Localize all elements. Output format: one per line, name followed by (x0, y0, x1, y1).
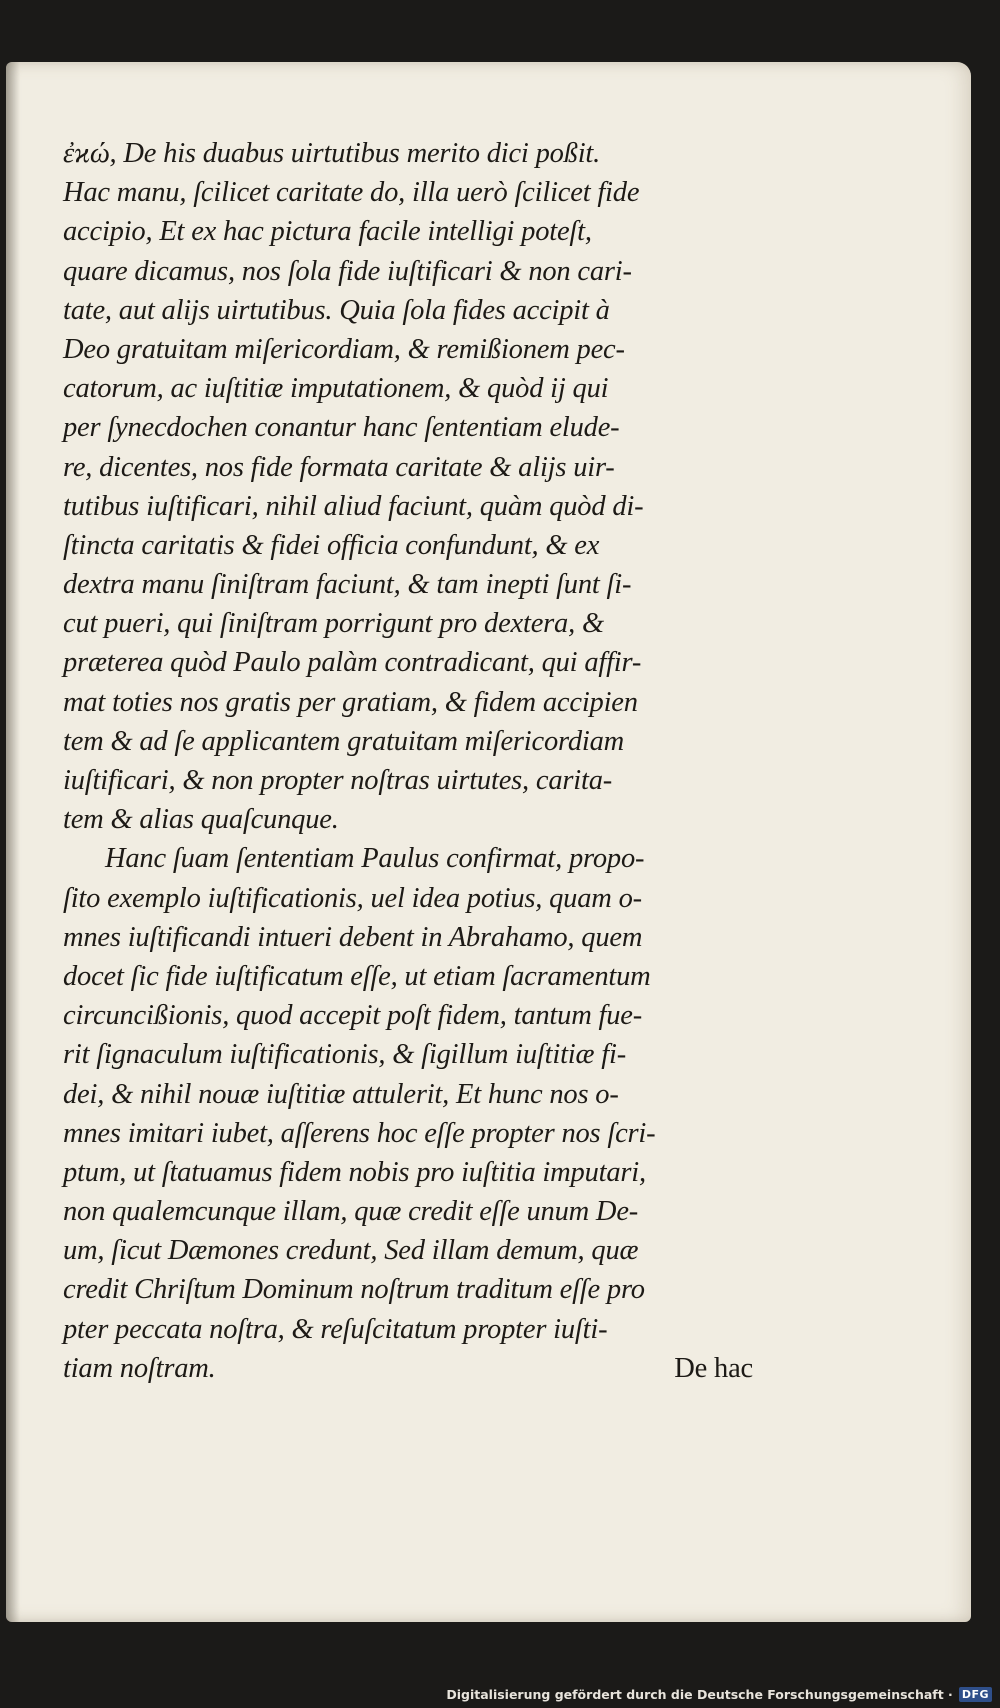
text-line: iuſtificari, & non propter noſtras uirtutes, carita- (63, 765, 613, 796)
text-line: cut pueri, qui ſiniſtram porrigunt pro dextera, & (63, 608, 604, 640)
text-line: mnes imitari iubet, aſſerens hoc eſſe propter nos ſcri- (63, 1117, 656, 1149)
text-line: ἐϰώ, De his duabus uirtutibus merito dici poßit. (63, 138, 601, 169)
text-line: Hac manu, ſcilicet caritate do, illa uerò ſcilicet fide (63, 177, 640, 209)
text-line: accipio, Et ex hac pictura facile intelligi poteſt, (63, 216, 592, 248)
text-line: ſtincta caritatis & fidei officia confundunt, & ex (63, 529, 600, 561)
text-line: docet ſic fide iuſtificatum eſſe, ut etiam ſacramentum (63, 960, 651, 992)
text-line: rit ſignaculum iuſtificationis, & ſigillum iuſtitiæ fi- (63, 1039, 626, 1071)
text-line: non qualemcunque illam, quæ credit eſſe unum De- (63, 1196, 639, 1228)
text-line: mnes iuſtificandi intueri debent in Abrahamo, quem (63, 921, 643, 953)
text-line: mat toties nos gratis per gratiam, & fidem accipien (63, 686, 638, 718)
text-line: præterea quòd Paulo palàm contradicant, qui affir- (63, 647, 642, 679)
text-line: tem & alias quaſcunque. (63, 804, 339, 836)
text-line: catorum, ac iuſtitiæ imputationem, & quòd ij qui (63, 373, 609, 405)
book-page (6, 62, 971, 1622)
text-line: per ſynecdochen conantur hanc ſententiam elude- (63, 412, 620, 444)
text-line: pter peccata noſtra, & reſuſcitatum propter iuſti- (63, 1313, 608, 1345)
text-line: um, ſicut Dæmones credunt, Sed illam demum, quæ (63, 1235, 639, 1267)
digitization-credit (446, 1687, 992, 1702)
text-line: tiam noſtram. (63, 1352, 216, 1384)
dfg-logo: DFG (959, 1687, 992, 1702)
text-line: tate, aut alijs uirtutibus. Quia ſola fides accipit à (63, 294, 610, 326)
text-line: ſito exemplo iuſtificationis, uel idea potius, quam o- (63, 882, 642, 914)
text-line: dei, & nihil nouæ iuſtitiæ attulerit, Et hunc nos o- (63, 1078, 619, 1110)
catchword: De hac (674, 1352, 753, 1384)
credit-text: Digitalisierung gefördert durch die Deutsche Forschungsgemeinschaft · (446, 1687, 953, 1702)
text-line: credit Chriſtum Dominum noſtrum traditum eſſe pro (63, 1274, 645, 1306)
text-line: re, dicentes, nos fide formata caritate & alijs uir- (63, 451, 615, 483)
text-line: quare dicamus, nos ſola fide iuſtificari & non cari- (63, 255, 632, 287)
text-line: circuncißionis, quod accepit poſt fidem, tantum fue- (63, 1000, 643, 1032)
text-line-last (63, 1349, 753, 1388)
text-line: Hanc ſuam ſententiam Paulus confirmat, propo- (105, 843, 645, 875)
text-line: ptum, ut ſtatuamus fidem nobis pro iuſtitia imputari, (63, 1156, 646, 1188)
text-line: dextra manu ſiniſtram faciunt, & tam inepti ſunt ſi- (63, 569, 632, 601)
text-line: tem & ad ſe applicantem gratuitam miſericordiam (63, 725, 625, 757)
text-line: tutibus iuſtificari, nihil aliud faciunt, quàm quòd di- (63, 490, 644, 522)
text-line: Deo gratuitam miſericordiam, & remißionem pec- (63, 333, 625, 365)
page-text (63, 134, 753, 1388)
